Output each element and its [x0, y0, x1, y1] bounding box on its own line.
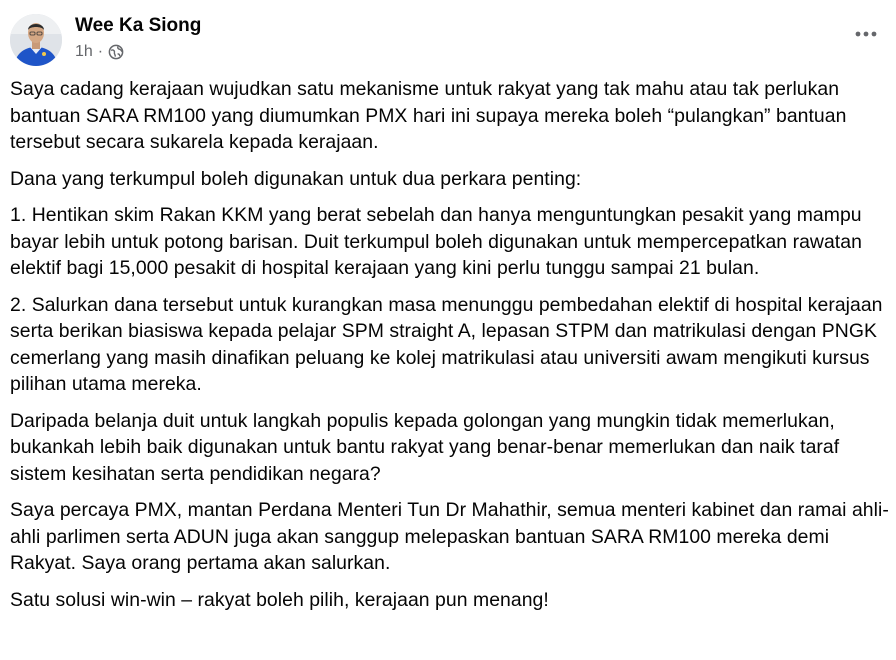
more-horizontal-icon: [854, 30, 878, 38]
avatar-image: [10, 14, 62, 66]
post-meta: [75, 42, 124, 62]
post-header: [10, 12, 886, 66]
post-paragraph: Saya percaya PMX, mantan Perdana Menteri Tun Dr Mahathir, semua menteri kabinet dan ramai ahli-ahli parlimen serta ADUN juga akan sanggup melepaskan bantuan SARA RM100 mereka demi Rakyat. Saya orang pertama akan salurkan.: [10, 499, 889, 574]
more-options-button[interactable]: [846, 20, 886, 48]
meta-separator: ·: [97, 43, 104, 60]
post-paragraph: Dana yang terkumpul boleh digunakan untuk dua perkara penting:: [10, 167, 582, 190]
post-paragraph: 2. Salurkan dana tersebut untuk kurangkan masa menunggu pembedahan elektif di hospital kerajaan serta berikan biasiswa kepada pelajar SPM straight A, lepasan STPM dan matrikulasi dengan PNGK cemerlang yang masih dinafikan peluang ke kolej matrikulasi atau universiti awam mengikuti kursus pilihan utama mereka.: [10, 293, 883, 395]
post-text: [10, 76, 890, 623]
post-paragraph: Daripada belanja duit untuk langkah populis kepada golongan yang mungkin tidak memerlukan, bukankah lebih baik digunakan untuk bantu rakyat yang benar-benar memerlukan dan naik taraf sistem kesihatan serta pendidikan negara?: [10, 409, 840, 485]
author-name[interactable]: Wee Ka Siong: [75, 15, 202, 36]
post-timestamp[interactable]: 1h: [75, 43, 93, 60]
avatar[interactable]: [10, 14, 62, 66]
post-paragraph: Saya cadang kerajaan wujudkan satu mekanisme untuk rakyat yang tak mahu atau tak perlukan bantuan SARA RM100 yang diumumkan PMX hari ini supaya mereka boleh “pulangkan” bantuan tersebut secara sukarela kepada kerajaan.: [10, 78, 847, 153]
post-paragraph: 1. Hentikan skim Rakan KKM yang berat sebelah dan hanya menguntungkan pesakit yang mampu bayar lebih untuk potong barisan. Duit terkumpul boleh digunakan untuk mempercepatkan rawatan elektif bagi 15,000 pesakit di hospital kerajaan yang kini perlu tunggu sampai 21 bulan.: [10, 204, 862, 279]
globe-icon[interactable]: [108, 44, 124, 60]
post-paragraph: Satu solusi win-win – rakyat boleh pilih, kerajaan pun menang!: [10, 588, 549, 611]
